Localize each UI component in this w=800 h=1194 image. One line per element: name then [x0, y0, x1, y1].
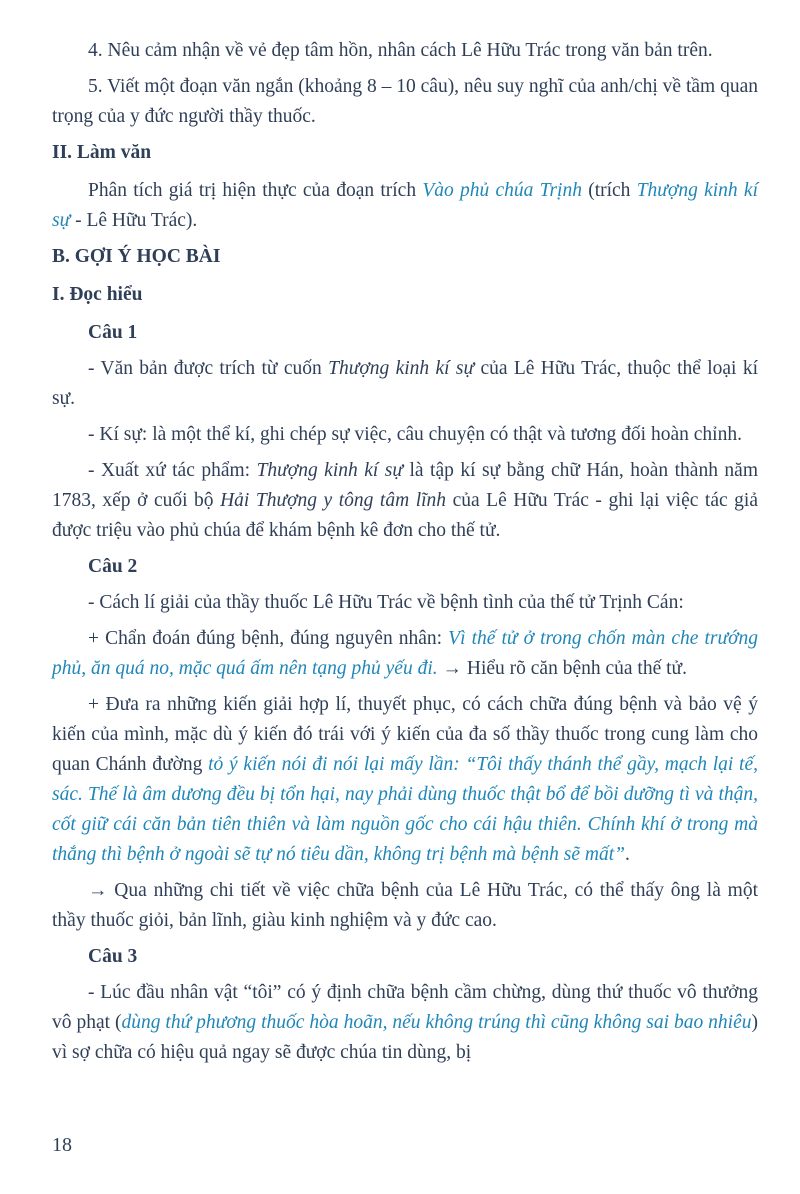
- c2p2-text-2: → Hiểu rõ căn bệnh của thế tử.: [437, 658, 687, 679]
- cau-1-heading: Câu 1: [88, 322, 138, 343]
- c1p3-text-2: là tập kí sự bằng chữ Hán, hoàn thành năm 1783, xếp ở cuối bộ: [52, 460, 759, 511]
- c1p1-text-1: - Văn bản được trích từ cuốn: [88, 358, 329, 379]
- c1p3-text-3: của Lê Hữu Trác - ghi lại việc tác giả được triệu vào phủ chúa để khám bệnh kê đơn cho thế tử.: [52, 490, 759, 541]
- c1p3-text-1: - Xuất xứ tác phẩm:: [88, 460, 257, 481]
- c2p3-text-2: .: [624, 844, 630, 865]
- c1p3-italic-1: Thượng kinh kí sự: [256, 460, 403, 481]
- c3p1-text-2: ) vì sợ chữa có hiệu quả ngay sẽ được chúa tin dùng, bị: [52, 1012, 758, 1063]
- cau-1-paragraph-2: - Kí sự: là một thể kí, ghi chép sự việc, câu chuyện có thật và tương đối hoàn chỉnh.: [88, 424, 742, 445]
- essay-text-2: (trích: [581, 180, 637, 201]
- c1p1-italic-1: Thượng kinh kí sự: [328, 358, 475, 379]
- cau-2-paragraph-2: [52, 624, 758, 684]
- c1p3-italic-2: Hải Thượng y tông tâm lĩnh: [220, 490, 447, 511]
- c3p1-text-1: - Lúc đầu nhân vật “tôi” có ý định chữa bệnh cầm chừng, dùng thứ thuốc vô thưởng vô phạt (: [52, 982, 758, 1033]
- c2p2-text-1: + Chẩn đoán đúng bệnh, đúng nguyên nhân:: [88, 628, 449, 649]
- cau-3-paragraph-1: [52, 978, 758, 1068]
- cau-2-paragraph-1: - Cách lí giải của thầy thuốc Lê Hữu Trác về bệnh tình của thế tử Trịnh Cán:: [88, 592, 684, 613]
- page-number: 18: [52, 1134, 72, 1156]
- section-b-heading: B. GỢI Ý HỌC BÀI: [52, 246, 221, 267]
- essay-italic-2: Thượng kinh kí sự: [52, 180, 758, 231]
- cau-2-heading: Câu 2: [88, 556, 138, 577]
- section-i-heading: I. Đọc hiểu: [52, 284, 143, 305]
- c2p3-text-1: + Đưa ra những kiến giải hợp lí, thuyết phục, có cách chữa đúng bệnh và bảo vệ ý kiến của mình, mặc dù ý kiến đó trái với ý kiến của đa số thầy thuốc trong cung làm cho quan Chánh đường: [52, 694, 758, 775]
- question-4: 4. Nêu cảm nhận về vẻ đẹp tâm hồn, nhân cách Lê Hữu Trác trong văn bản trên.: [88, 40, 713, 61]
- section-ii-heading: II. Làm văn: [52, 142, 152, 163]
- c1p1-text-2: của Lê Hữu Trác, thuộc thể loại kí sự.: [52, 358, 758, 409]
- c2p3-italic-1: tỏ ý kiến nói đi nói lại mấy lần: “Tôi thấy thánh thể gầy, mạch lại tế, sác. Thế là âm dương đều bị tổn hại, nay phải dùng thuốc thật bổ để bồi dưỡng tì và thận, cốt giữ cái căn bản tiên thiên và làm nguồn gốc cho cái hậu thiên. Chính khí ở trong mà thắng thì bệnh ở ngoài sẽ tự nó tiêu dần, không trị bệnh mà bệnh sẽ mất”: [52, 754, 758, 865]
- essay-text-3: - Lê Hữu Trác).: [70, 210, 198, 231]
- cau-1-paragraph-1: [52, 354, 758, 414]
- c3p1-italic-1: dùng thứ phương thuốc hòa hoãn, nếu không trúng thì cũng không sai bao nhiêu: [121, 1012, 752, 1033]
- question-5: 5. Viết một đoạn văn ngắn (khoảng 8 – 10 câu), nêu suy nghĩ của anh/chị về tầm quan trọng của y đức người thầy thuốc.: [52, 76, 758, 127]
- cau-1-paragraph-3: [52, 456, 758, 546]
- cau-3-heading: Câu 3: [88, 946, 138, 967]
- essay-italic-1: Vào phủ chúa Trịnh: [422, 180, 582, 201]
- c2p2-italic-1: Vì thế tử ở trong chốn màn che trướng phủ, ăn quá no, mặc quá ấm nên tạng phủ yếu đi.: [52, 628, 758, 679]
- essay-prompt: [52, 176, 758, 236]
- essay-text-1: Phân tích giá trị hiện thực của đoạn trích: [88, 180, 423, 201]
- cau-2-paragraph-4: → Qua những chi tiết về việc chữa bệnh của Lê Hữu Trác, có thể thấy ông là một thầy thuốc giỏi, bản lĩnh, giàu kinh nghiệm và y đức cao.: [52, 880, 758, 931]
- cau-2-paragraph-3: [52, 690, 758, 870]
